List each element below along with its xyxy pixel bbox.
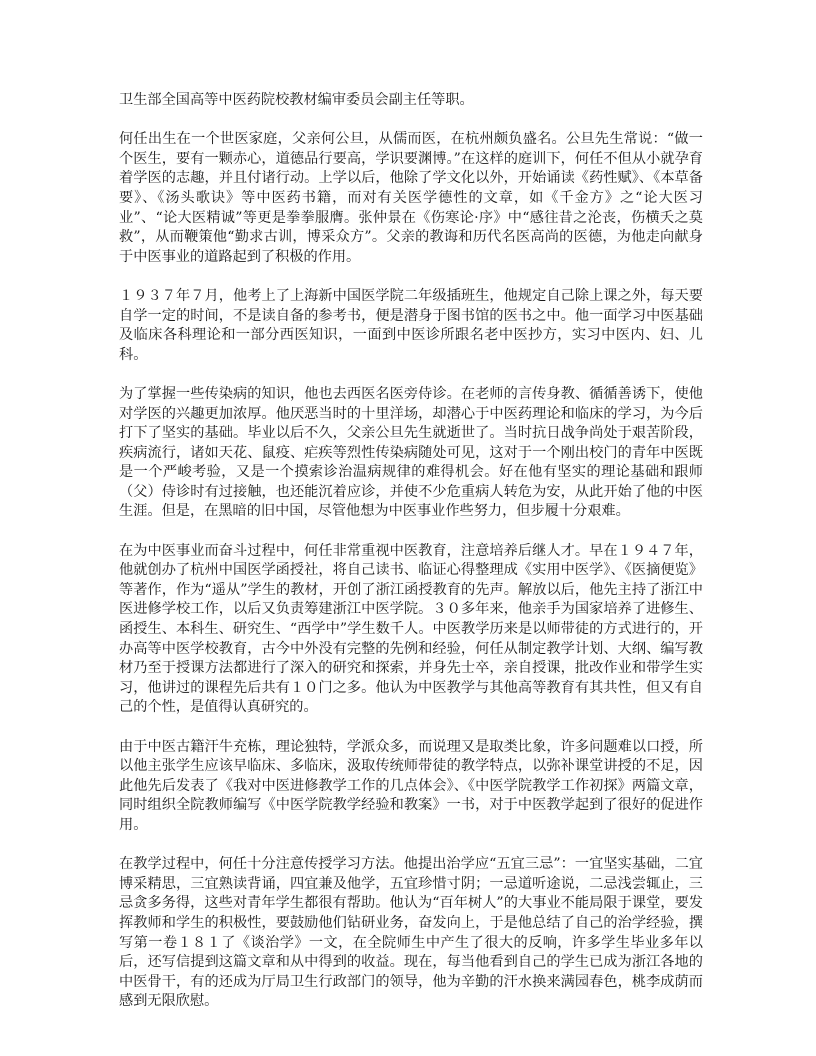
- paragraph-1937-study: １９３７年７月，他考上了上海新中国医学院二年级插班生，他规定自己除上课之外，每天要自学一定的时间，不是读自备的参考书，便是潜身于图书馆的医书之中。他一面学习中医基础及临床各科理论和一部分西医知识，一面到中医诊所跟名老中医抄方，实习中医内、妇、儿科。: [119, 287, 703, 363]
- paragraph-family-background: 何任出生在一个世医家庭，父亲何公旦，从儒而医，在杭州颇负盛名。公旦先生常说：“做一个医生，要有一颗赤心，道德品行要高，学识要渊博。”在这样的庭训下，何任不但从小就孕育着学医的志趣，并且付诸行动。上学以后，他除了学文化以外，开始诵读《药性赋》、《本草备要》、《汤头歌诀》等中医药书籍，而对有关医学德性的文章，如《千金方》之“论大医习业”、“论大医精诚”等更是拳拳服膺。张仲景在《伤寒论·序》中“感往昔之沦丧，伤横夭之莫救”，从而鞭策他“勤求古训，博采众方”。父亲的教诲和历代名医高尚的医德，为他走向献身于中医事业的道路起到了积极的作用。: [119, 131, 703, 265]
- document-page: [119, 91, 703, 1032]
- paragraph-title-continuation: 卫生部全国高等中医药院校教材编审委员会副主任等职。: [119, 92, 474, 108]
- paragraph-education-work: 在为中医事业而奋斗过程中，何任非常重视中医教育，注意培养后继人才。早在１９４７年，他就创办了杭州中国医学函授社，将自己读书、临证心得整理成《实用中医学》、《医摘便览》等著作，作为“遥从”学生的教材，开创了浙江函授教育的先声。解放以后，他先主持了浙江中医进修学校工作，以后又负责筹建浙江中医学院。３０多年来，他亲手为国家培养了进修生、函授生、本科生、研究生、“西学中”学生数千人。中医教学历来是以师带徒的方式进行的，开办高等中医学校教育，古今中外没有完整的先例和经验，何任从制定教学计划、大纲、编写教材乃至于授课方法都进行了深入的研究和探索，并身先士卒，亲自授课，批改作业和带学生实习，他讲过的课程先后共有１０门之多。他认为中医教学与其他高等教育有其共性，但又有自己的个性，是值得认真研究的。: [119, 542, 703, 716]
- paragraph-teaching-methods: 由于中医古籍汗牛充栋，理论独特，学派众多，而说理又是取类比象，许多问题难以口授，所以他主张学生应该早临床、多临床，汲取传统师带徒的教学特点，以弥补课堂讲授的不足，因此他先后发表了《我对中医进修教学工作的几点体会》、《中医学院教学工作初探》两篇文章，同时组织全院教师编写《中医学院教学经验和教案》一书，对于中医教学起到了很好的促进作用。: [119, 738, 703, 833]
- paragraph-early-career: 为了掌握一些传染病的知识，他也去西医名医旁侍诊。在老师的言传身教、循循善诱下，使他对学医的兴趣更加浓厚。他厌恶当时的十里洋场，却潜心于中医药理论和临床的学习，为今后打下了坚实的基础。毕业以后不久，父亲公旦先生就逝世了。当时抗日战争尚处于艰苦阶段，疾病流行，诸如天花、鼠疫、疟疾等烈性传染病随处可见，这对于一个刚出校门的青年中医既是一个严峻考验，又是一个摸索诊治温病规律的难得机会。好在他有坚实的理论基础和跟师（父）侍诊时有过接触，也还能沉着应诊，并使不少危重病人转危为安，从此开始了他的中医生涯。但是，在黑暗的旧中国，尽管他想为中医事业作些努力，但步履十分艰难。: [119, 385, 703, 520]
- paragraph-study-advice: 在教学过程中，何任十分注意传授学习方法。他提出治学应“五宜三忌”：一宜坚实基础，二宜博采精思，三宜熟读背诵，四宜兼及他学，五宜珍惜寸阴；一忌道听途说，二忌浅尝辄止，三忌贪多务得，这些对青年学生都很有帮助。他认为“百年树人”的大事业不能局限于课堂，要发挥教师和学生的积极性，要鼓励他们钻研业务，奋发向上，于是他总结了自己的治学经验，撰写第一卷１８１了《谈治学》一文，在全院师生中产生了很大的反响，许多学生毕业多年以后，还写信提到这篇文章和从中得到的收益。现在，每当他看到自己的学生已成为浙江各地的中医骨干，有的还成为厅局卫生行政部门的领导，他为辛勤的汗水换来满园春色，桃李成荫而感到无限欣慰。: [119, 856, 703, 1010]
